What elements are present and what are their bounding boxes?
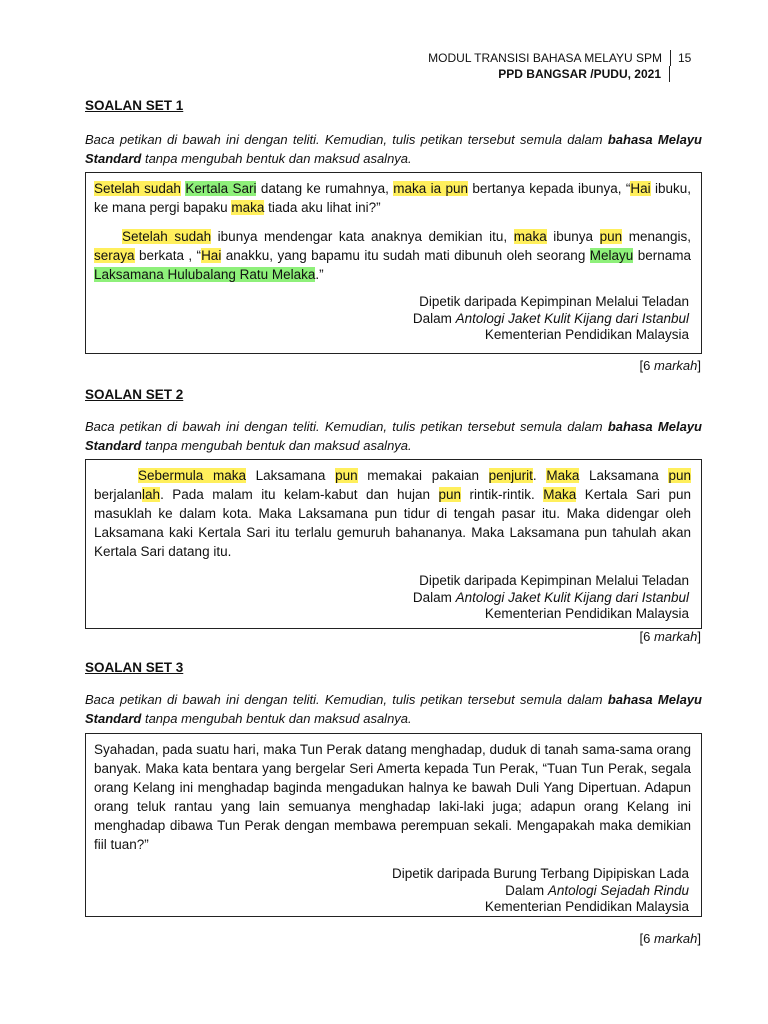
set-2-title: SOALAN SET 2 <box>85 387 184 402</box>
highlight-yellow: pun <box>335 468 358 483</box>
highlight-yellow: maka ia pun <box>393 181 469 196</box>
passage-text: rintik-rintik. <box>461 487 544 502</box>
module-title: MODUL TRANSISI BAHASA MELAYU SPM <box>428 51 662 65</box>
passage-text: . Pada malam itu kelam-kabut dan hujan <box>160 487 439 502</box>
passage-text: datang ke rumahnya, <box>256 181 394 196</box>
source-line: Dipetik daripada Kepimpinan Melalui Teladan <box>419 294 689 309</box>
passage-text: ibuku, ke mana pergi bapaku <box>94 181 691 215</box>
highlight-yellow: Sebermula maka <box>138 468 246 483</box>
passage-text: anakku, yang bapamu itu sudah mati dibunuh oleh seorang <box>221 248 590 263</box>
passage-source <box>94 573 691 623</box>
passage-text: Syahadan, pada suatu hari, maka Tun Perak datang menghadap, duduk di tanah sama-sama orang banyak. Maka kata bentara yang bergelar Seri Amerta kepada Tun Perak, “Tuan Tun Perak, segala orang Kelang ini menghadap baginda mengadukan halnya ke bawah Duli Yang Dipertuan. Adapun orang teluk rantau yang lain semuanya menghadap laki-laki juga; adapun orang Kelang ini menghadap dibawa Tun Perak dengan membawa perempuan sekali. Mengapakah maka demikian fiil tuan?” <box>94 742 691 852</box>
passage-text: ibunya <box>546 229 600 244</box>
instruction-text: tanpa mengubah bentuk dan maksud asalnya. <box>141 711 412 726</box>
page-number: 15 <box>670 50 698 66</box>
set-3-passage-box <box>85 733 702 917</box>
highlight-yellow: pun <box>668 468 691 483</box>
passage-text: menangis, <box>622 229 691 244</box>
highlight-green: Melayu <box>589 248 634 263</box>
set-3-title: SOALAN SET 3 <box>85 660 184 675</box>
highlight-yellow: maka <box>513 229 547 244</box>
passage-text: berjalan <box>94 487 143 502</box>
highlight-yellow: Hai <box>201 248 222 263</box>
source-line: Kementerian Pendidikan Malaysia <box>484 327 689 342</box>
module-subtitle: PPD BANGSAR /PUDU, 2021 <box>498 66 670 82</box>
passage-text: berkata , “ <box>134 248 202 263</box>
passage-text: bertanya kepada ibunya, “ <box>468 181 631 196</box>
passage-source <box>94 866 691 916</box>
passage-paragraph <box>94 740 691 854</box>
highlight-yellow: Setelah sudah <box>122 229 212 244</box>
source-line: Dalam Antologi Sejadah Rindu <box>505 882 689 898</box>
instruction-text: tanpa mengubah bentuk dan maksud asalnya. <box>141 438 412 453</box>
passage-paragraph <box>94 179 691 217</box>
instruction-bold: bahasa Melayu Standard <box>85 132 702 166</box>
source-line: Kementerian Pendidikan Malaysia <box>484 899 689 914</box>
passage-text: memakai pakaian <box>357 468 489 483</box>
instruction-text: Baca petikan di bawah ini dengan teliti. Kemudian, tulis petikan tersebut semula dalam <box>85 692 608 707</box>
highlight-yellow: Maka <box>543 487 577 502</box>
instruction-bold: bahasa Melayu Standard <box>85 419 702 453</box>
passage-paragraph <box>94 466 691 561</box>
passage-text: tiada aku lihat ini?” <box>264 200 381 215</box>
highlight-yellow: Maka <box>546 468 580 483</box>
source-line: Dipetik daripada Kepimpinan Melalui Teladan <box>419 573 689 588</box>
set-2-passage-box <box>85 459 702 629</box>
highlight-yellow: Setelah sudah <box>94 181 181 196</box>
set-2-instruction <box>85 417 702 455</box>
passage-text: . <box>532 468 547 483</box>
source-line: Dipetik daripada Burung Terbang Dipipiskan Lada <box>392 866 689 881</box>
passage-paragraph <box>94 227 691 284</box>
passage-text: Laksamana <box>579 468 669 483</box>
source-line: Dalam Antologi Jaket Kulit Kijang dari Istanbul <box>412 589 689 605</box>
passage-text: Kertala Sari pun masuklah ke dalam kota. Maka Laksamana pun tidur di tengah pasar itu. Maka didengar oleh Laksamana kaki Kertala Sari itu terlalu gemuruh bahananya. Maka Laksamana pun tahulah akan Kertala Sari datang itu. <box>94 487 691 559</box>
passage-text: ibunya mendengar kata anaknya demikian itu, <box>211 229 514 244</box>
set-1-passage-box <box>85 172 702 354</box>
highlight-yellow: pun <box>438 487 462 502</box>
passage-source <box>94 294 691 344</box>
highlight-yellow: lah <box>142 487 161 502</box>
highlight-yellow: maka <box>231 200 265 215</box>
highlight-green: Laksamana Hulubalang Ratu Melaka <box>94 267 316 282</box>
set-3-instruction <box>85 690 702 728</box>
instruction-text: tanpa mengubah bentuk dan maksud asalnya. <box>141 151 412 166</box>
page-header <box>378 50 698 82</box>
set-3-marks: [6 markah] <box>639 931 701 946</box>
instruction-bold: bahasa Melayu Standard <box>85 692 702 726</box>
source-line: Dalam Antologi Jaket Kulit Kijang dari Istanbul <box>412 310 689 326</box>
source-line: Kementerian Pendidikan Malaysia <box>484 606 689 621</box>
passage-text: bernama <box>633 248 691 263</box>
set-1-marks: [6 markah] <box>639 358 701 373</box>
passage-text: .” <box>315 267 324 282</box>
instruction-text: Baca petikan di bawah ini dengan teliti. Kemudian, tulis petikan tersebut semula dalam <box>85 132 608 147</box>
highlight-green: Kertala Sari <box>185 181 257 196</box>
set-2-marks: [6 markah] <box>639 629 701 644</box>
set-1-title: SOALAN SET 1 <box>85 98 184 113</box>
set-1-instruction <box>85 130 702 168</box>
highlight-yellow: pun <box>599 229 623 244</box>
highlight-yellow: seraya <box>94 248 135 263</box>
passage-text: Laksamana <box>245 468 336 483</box>
highlight-yellow: penjurit <box>488 468 533 483</box>
highlight-yellow: Hai <box>630 181 651 196</box>
instruction-text: Baca petikan di bawah ini dengan teliti. Kemudian, tulis petikan tersebut semula dalam <box>85 419 608 434</box>
